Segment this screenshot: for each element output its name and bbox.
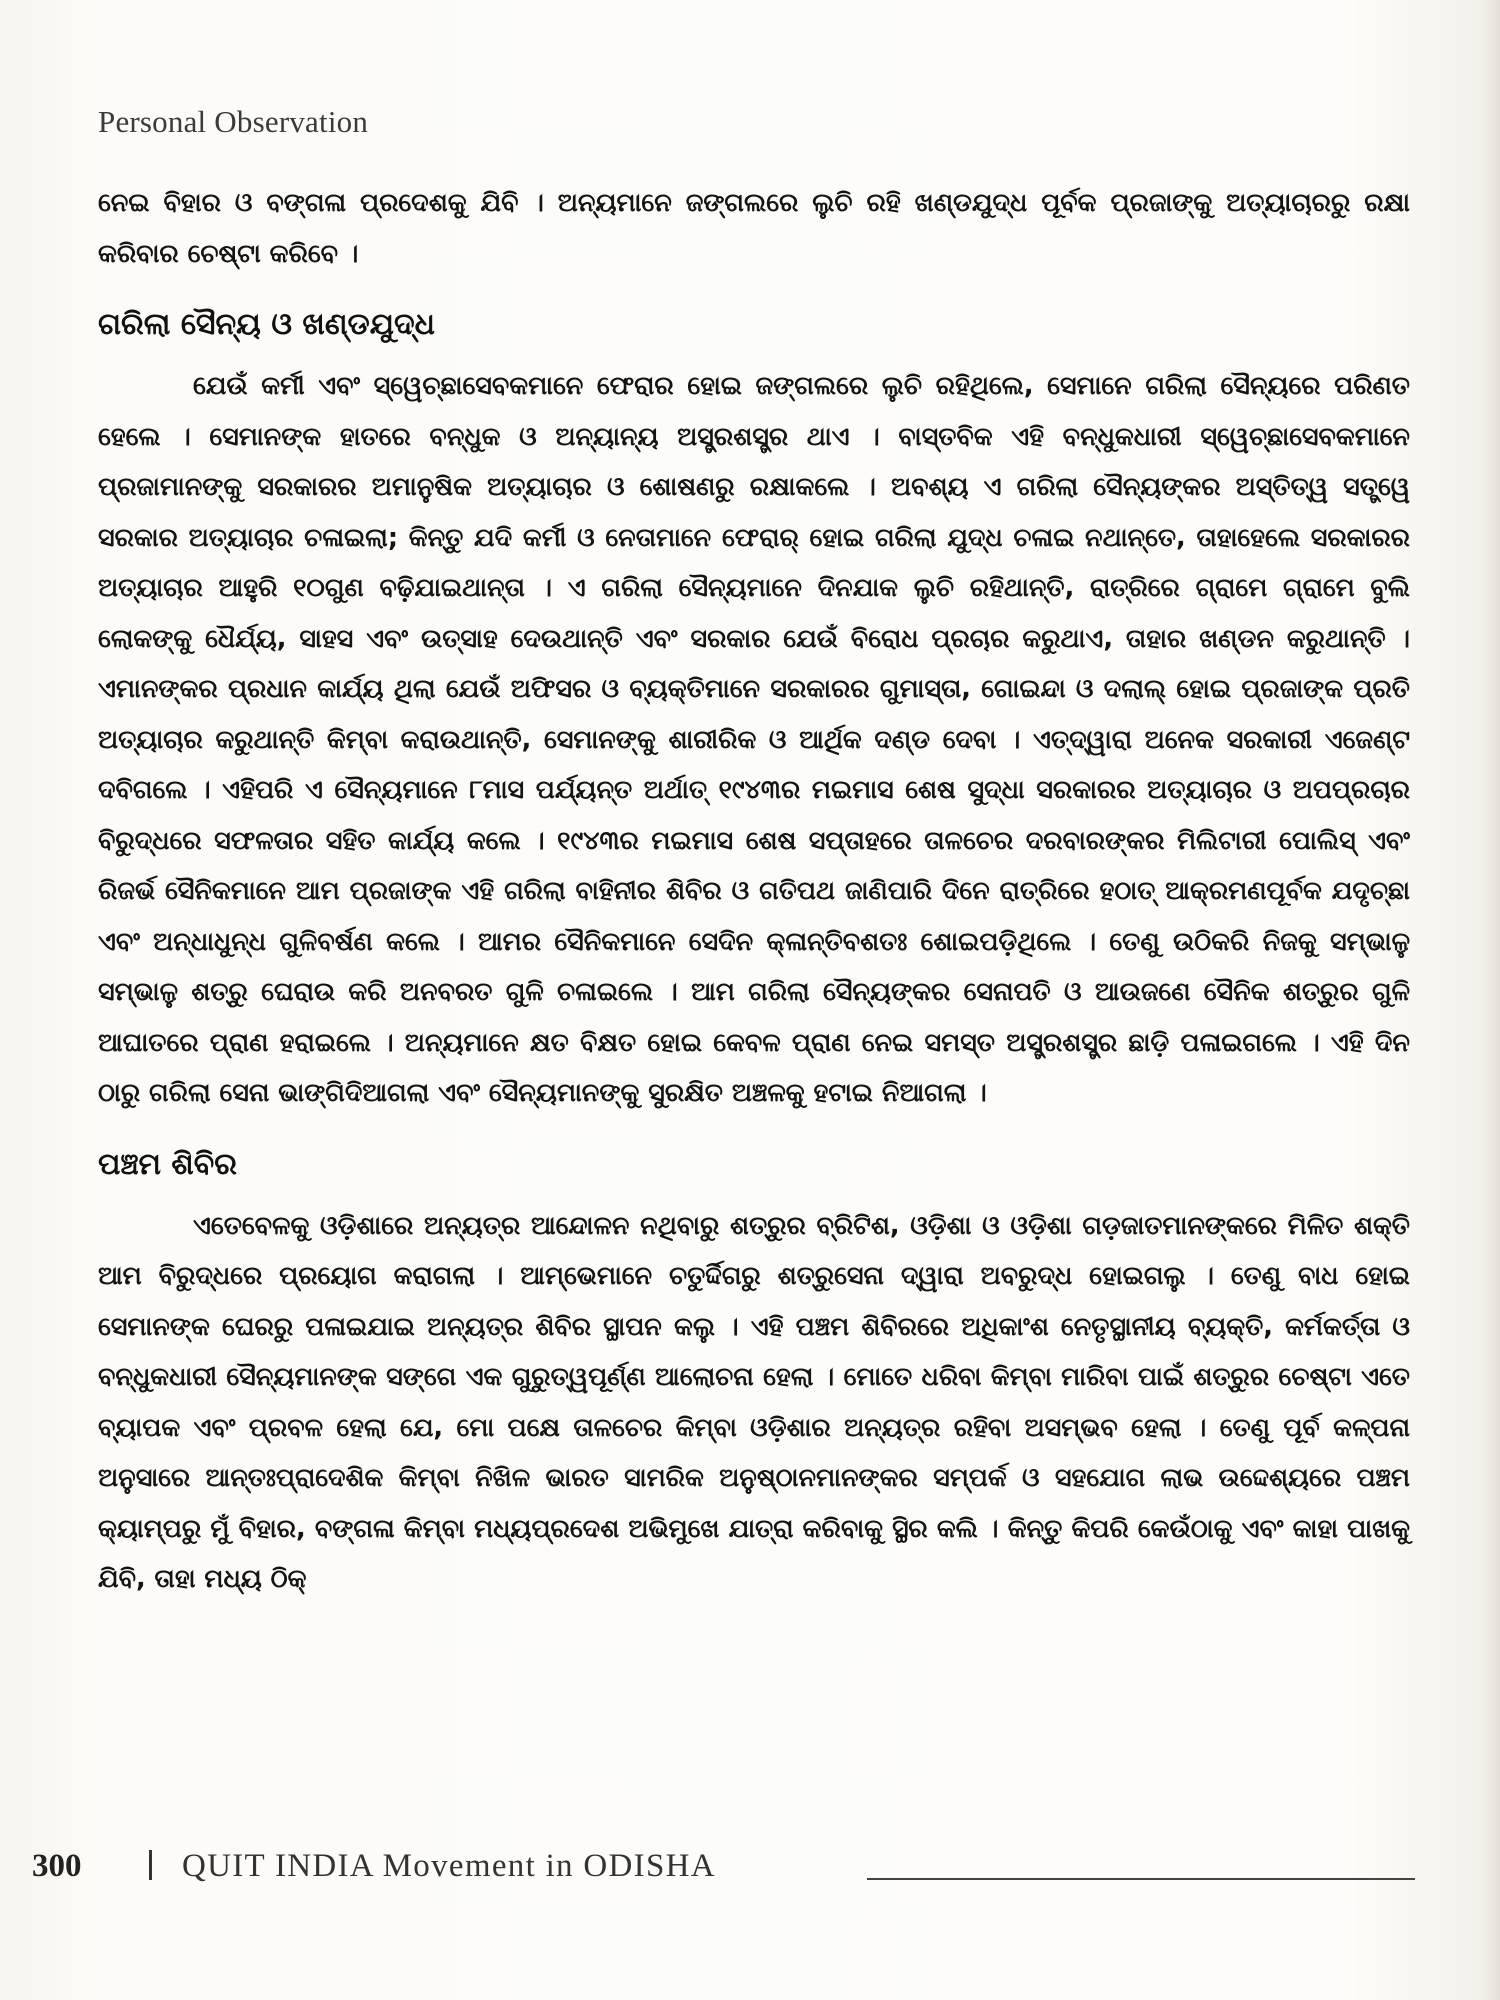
intro-paragraph: ନେଇ ବିହାର ଓ ବଙ୍ଗଳା ପ୍ରଦେଶକୁ ଯିବି । ଅନ୍ୟମାନେ ଜଙ୍ଗଲରେ ଲୁଚି ରହି ଖଣ୍ଡଯୁଦ୍ଧ ପୂର୍ବକ ପ୍ରଜାଙ୍କୁ ଅତ୍ୟାଚାରରୁ ରକ୍ଷା କରିବାର ଚେଷ୍ଟା କରିବେ । <box>98 188 1410 269</box>
section-heading-guerrilla: ଗରିଲା ସୈନ୍ୟ ଓ ଖଣ୍ଡଯୁଦ୍ଧ <box>98 307 435 342</box>
page-footer <box>32 1848 1432 1888</box>
section-paragraph-guerrilla: ଯେଉଁ କର୍ମୀ ଏବଂ ସ୍ୱେଚ୍ଛାସେବକମାନେ ଫେରାର ହୋଇ ଜଙ୍ଗଲରେ ଲୁଚି ରହିଥିଲେ, ସେମାନେ ଗରିଲା ସୈନ୍ୟରେ ପରିଣତ ହେଲେ । ସେମାନଙ୍କ ହାତରେ ବନ୍ଧୁକ ଓ ଅନ୍ୟାନ୍ୟ ଅସ୍ତ୍ରଶସ୍ତ୍ର ଥାଏ । ବାସ୍ତବିକ ଏହି ବନ୍ଧୁକଧାରୀ ସ୍ୱେଚ୍ଛାସେବକମାନେ ପ୍ରଜାମାନଙ୍କୁ ସରକାରର ଅମାନୁଷିକ ଅତ୍ୟାଚାର ଓ ଶୋଷଣରୁ ରକ୍ଷାକଲେ । ଅବଶ୍ୟ ଏ ଗରିଲା ସୈନ୍ୟଙ୍କର ଅସ୍ତିତ୍ୱ ସତ୍ତ୍ୱେ ସରକାର ଅତ୍ୟାଚାର ଚଳାଇଲା; କିନ୍ତୁ ଯଦି କର୍ମୀ ଓ ନେତାମାନେ ଫେରାର୍ ହୋଇ ଗରିଲା ଯୁଦ୍ଧ ଚଳାଇ ନଥାନ୍ତେ, ତାହାହେଲେ ସରକାରର ଅତ୍ୟାଚାର ଆହୁରି ୧୦ଗୁଣ ବଢ଼ିଯାଇଥାନ୍ତା । ଏ ଗରିଲା ସୈନ୍ୟମାନେ ଦିନଯାକ ଲୁଚି ରହିଥାନ୍ତି, ରାତ୍ରିରେ ଗ୍ରାମେ ଗ୍ରାମେ ବୁଲି ଲୋକଙ୍କୁ ଧୈର୍ଯ୍ୟ, ସାହସ ଏବଂ ଉତ୍ସାହ ଦେଉଥାନ୍ତି ଏବଂ ସରକାର ଯେଉଁ ବିରୋଧ ପ୍ରଚାର କରୁଥାଏ, ତାହାର ଖଣ୍ଡନ କରୁଥାନ୍ତି । ଏମାନଙ୍କର ପ୍ରଧାନ କାର୍ଯ୍ୟ ଥିଲା ଯେଉଁ ଅଫିସର ଓ ବ୍ୟକ୍ତିମାନେ ସରକାରର ଗୁମାସ୍ତା, ଗୋଇନ୍ଦା ଓ ଦଲାଲ୍ ହୋଇ ପ୍ରଜାଙ୍କ ପ୍ରତି ଅତ୍ୟାଚାର କରୁଥାନ୍ତି କିମ୍ବା କରାଉଥାନ୍ତି, ସେମାନଙ୍କୁ ଶାରୀରିକ ଓ ଆର୍ଥିକ ଦଣ୍ଡ ଦେବା । ଏତ୍‌ଦ୍ୱାରା ଅନେକ ସରକାରୀ ଏଜେଣ୍ଟ ଦବିଗଲେ । ଏହିପରି ଏ ସୈନ୍ୟମାନେ ୮ମାସ ପର୍ଯ୍ୟନ୍ତ ଅର୍ଥାତ୍ ୧୯୪୩ର ମଇମାସ ଶେଷ ସୁଦ୍ଧା ସରକାରର ଅତ୍ୟାଚାର ଓ ଅପପ୍ରଚାର ବିରୁଦ୍ଧରେ ସଫଳତାର ସହିତ କାର୍ଯ୍ୟ କଲେ । ୧୯୪୩ର ମଇମାସ ଶେଷ ସପ୍ତାହରେ ତାଳଚେର ଦରବାରଙ୍କର ମିଲିଟାରୀ ପୋଲିସ୍ ଏବଂ ରିଜର୍ଭ ସୈନିକମାନେ ଆମ ପ୍ରଜାଙ୍କ ଏହି ଗରିଲା ବାହିନୀର ଶିବିର ଓ ଗତିପଥ ଜାଣିପାରି ଦିନେ ରାତ୍ରିରେ ହଠାତ୍ ଆକ୍ରମଣପୂର୍ବକ ଯଦୃଚ୍ଛା ଏବଂ ଅନ୍ଧାଧୁନ୍ଧ ଗୁଳିବର୍ଷଣ କଲେ । ଆମର ସୈନିକମାନେ ସେଦିନ କ୍ଳାନ୍ତିବଶତଃ ଶୋଇପଡ଼ିଥିଲେ । ତେଣୁ ଉଠିକରି ନିଜକୁ ସମ୍ଭାଳୁ ସମ୍ଭାଳୁ ଶତ୍ରୁ ଘେରାଉ କରି ଅନବରତ ଗୁଳି ଚଳାଇଲେ । ଆମ ଗରିଲା ସୈନ୍ୟଙ୍କର ସେନାପତି ଓ ଆଉଜଣେ ସୈନିକ ଶତ୍ରୁର ଗୁଳି ଆଘାତରେ ପ୍ରାଣ ହରାଇଲେ । ଅନ୍ୟମାନେ କ୍ଷତ ବିକ୍ଷତ ହୋଇ କେବଳ ପ୍ରାଣ ନେଇ ସମସ୍ତ ଅସ୍ତ୍ରଶସ୍ତ୍ର ଛାଡ଼ି ପଳାଇଗଲେ । ଏହି ଦିନ ଠାରୁ ଗରିଲା ସେନା ଭାଙ୍ଗିଦିଆଗଲା ଏବଂ ସୈନ୍ୟମାନଙ୍କୁ ସୁରକ୍ଷିତ ଅଞ୍ଚଳକୁ ହଟାଇ ନିଆଗଲା । <box>98 371 1410 1108</box>
footer-separator <box>149 1850 152 1880</box>
book-title: QUIT INDIA Movement in ODISHA <box>182 1848 716 1884</box>
section-heading-fifth-camp: ପଞ୍ଚମ ଶିବିର <box>98 1146 237 1182</box>
page-number: 300 <box>32 1848 82 1884</box>
page-body <box>98 178 1410 1605</box>
page-edge-shadow <box>1482 0 1500 2000</box>
running-head: Personal Observation <box>98 104 369 139</box>
section-paragraph-fifth-camp: ଏତେବେଳକୁ ଓଡ଼ିଶାରେ ଅନ୍ୟତ୍ର ଆନ୍ଦୋଳନ ନଥିବାରୁ ଶତ୍ରୁର ବ୍ରିଟିଶ, ଓଡ଼ିଶା ଓ ଓଡ଼ିଶା ଗଡ଼ଜାତମାନଙ୍କରେ ମିଳିତ ଶକ୍ତି ଆମ ବିରୁଦ୍ଧରେ ପ୍ରୟୋଗ କରାଗଲା । ଆମ୍ଭେମାନେ ଚତୁର୍ଦ୍ଦିଗରୁ ଶତ୍ରୁସେନା ଦ୍ୱାରା ଅବରୁଦ୍ଧ ହୋଇଗଲୁ । ତେଣୁ ବାଧ ହୋଇ ସେମାନଙ୍କ ଘେରରୁ ପଳାଇଯାଇ ଅନ୍ୟତ୍ର ଶିବିର ସ୍ଥାପନ କଲୁ । ଏହି ପଞ୍ଚମ ଶିବିରରେ ଅଧିକାଂଶ ନେତୃସ୍ଥାନୀୟ ବ୍ୟକ୍ତି, କର୍ମକର୍ତ୍ତା ଓ ବନ୍ଧୁକଧାରୀ ସୈନ୍ୟମାନଙ୍କ ସଙ୍ଗେ ଏକ ଗୁରୁତ୍ୱପୂର୍ଣ୍ଣ ଆଲୋଚନା ହେଲା । ମୋତେ ଧରିବା କିମ୍ବା ମାରିବା ପାଇଁ ଶତ୍ରୁର ଚେଷ୍ଟା ଏତେ ବ୍ୟାପକ ଏବଂ ପ୍ରବଳ ହେଲା ଯେ, ମୋ ପକ୍ଷେ ତାଳଚେର କିମ୍ବା ଓଡ଼ିଶାର ଅନ୍ୟତ୍ର ରହିବା ଅସମ୍ଭବ ହେଲା । ତେଣୁ ପୂର୍ବ କଳ୍ପନା ଅନୁସାରେ ଆନ୍ତଃପ୍ରାଦେଶିକ କିମ୍ବା ନିଖିଳ ଭାରତ ସାମରିକ ଅନୁଷ୍ଠାନମାନଙ୍କର ସମ୍ପର୍କ ଓ ସହଯୋଗ ଲାଭ ଉଦ୍ଦେଶ୍ୟରେ ପଞ୍ଚମ କ୍ୟାମ୍ପରୁ ମୁଁ ବିହାର, ବଙ୍ଗଳା କିମ୍ବା ମଧ୍ୟପ୍ରଦେଶ ଅଭିମୁଖେ ଯାତ୍ରା କରିବାକୁ ସ୍ଥିର କଲି । କିନ୍ତୁ କିପରି କେଉଁଠାକୁ ଏବଂ କାହା ପାଖକୁ ଯିବି, ତାହା ମଧ୍ୟ ଠିକ୍ <box>98 1210 1410 1594</box>
footer-rule <box>867 1878 1415 1880</box>
